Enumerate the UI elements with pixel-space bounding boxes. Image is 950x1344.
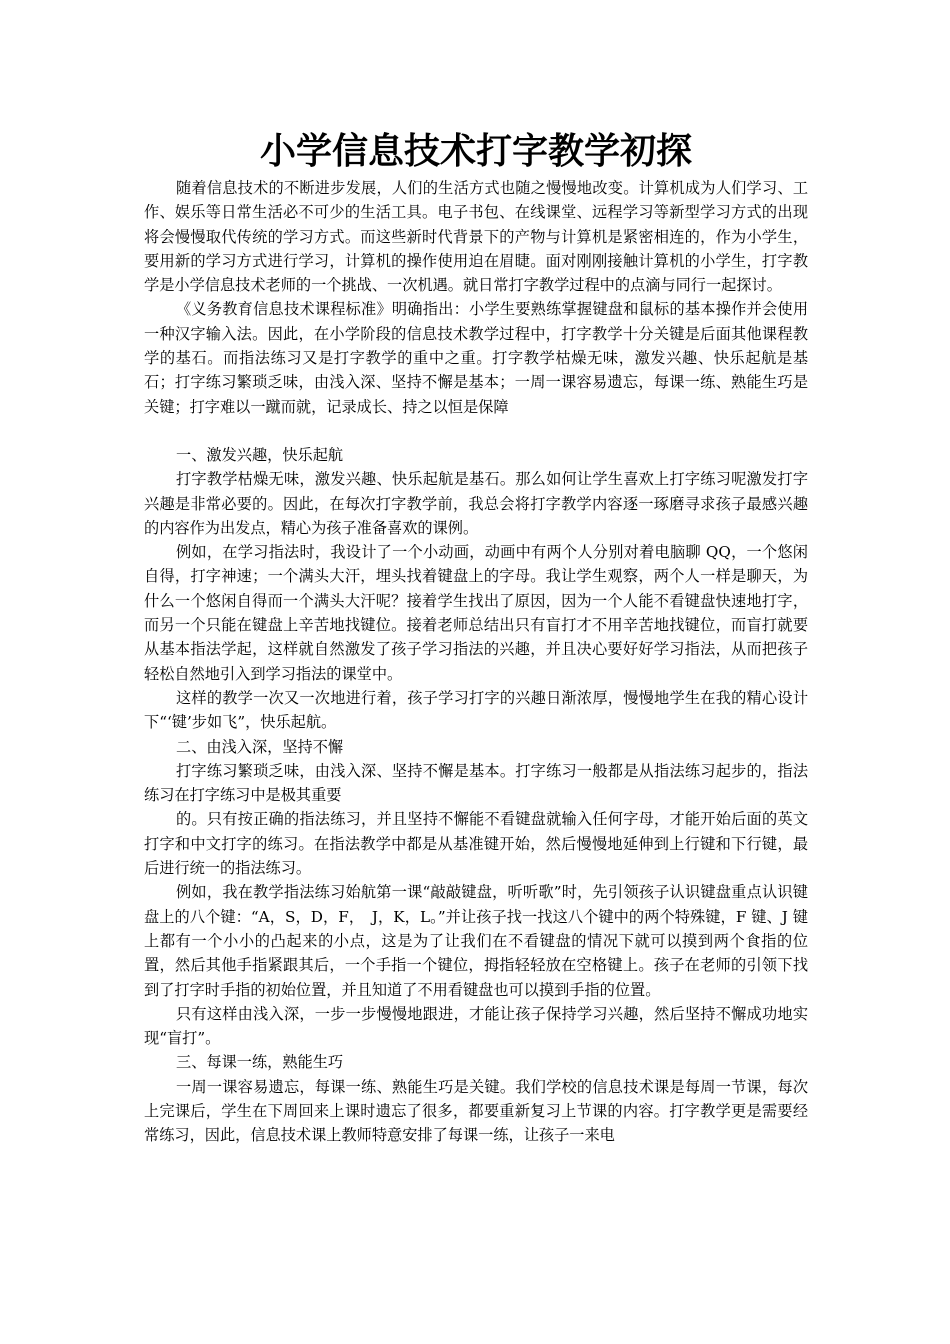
section-heading: 一、激发兴趣，快乐起航 (176, 445, 344, 464)
paragraph: 《义务教育信息技术课程标准》明确指出：小学生要熟练掌握键盘和鼠标的基本操作并会使用一种汉字输入法。因此，在小学阶段的信息技术教学过程中，打字教学十分关键是后面其他课程教学的基石。而指法练习又是打字教学的重中之重。打字教学枯燥无味，激发兴趣、快乐起航是基石；打字练习繁琐乏味，由浅入深、坚持不懈是基本；一周一课容易遗忘，每课一练、熟能生巧是关键；打字难以一蹴而就，记录成长、持之以恒是保障 (144, 300, 808, 416)
paragraph: 例如，我在教学指法练习始航第一课“敲敲键盘，听听歌”时，先引领孩子认识键盘重点认识键盘上的八个键：“A，S，D，F， J，K，L。”并让孩子找一找这八个键中的两个特殊键，F 键、J 键上都有一个小小的凸起来的小点，这是为了让我们在不看键盘的情况下就可以摸到两个食指的位置，然后其他手指紧跟其后，一个手指一个键位，拇指轻轻放在空格键上。孩子在老师的引领下找到了打字时手指的初始位置，并且知道了不用看键盘也可以摸到手指的位置。 (144, 883, 808, 999)
blank-line (144, 419, 808, 443)
paragraph: 只有这样由浅入深，一步一步慢慢地跟进，才能让孩子保持学习兴趣，然后坚持不懈成功地实现“盲打”。 (144, 1004, 808, 1048)
paragraph: 打字练习繁琐乏味，由浅入深、坚持不懈是基本。打字练习一般都是从指法练习起步的，指法练习在打字练习中是极其重要 (144, 761, 808, 805)
document-page (144, 128, 808, 1148)
paragraph: 这样的教学一次又一次地进行着，孩子学习打字的兴趣日渐浓厚，慢慢地学生在我的精心设计下“‘键’步如飞”，快乐起航。 (144, 688, 808, 732)
section-heading: 二、由浅入深，坚持不懈 (176, 737, 344, 756)
section-heading: 三、每课一练，熟能生巧 (176, 1053, 344, 1072)
document-title: 小学信息技术打字教学初探 (259, 131, 692, 172)
paragraph: 的。只有按正确的指法练习，并且坚持不懈能不看键盘就输入任何字母，才能开始后面的英文打字和中文打字的练习。在指法教学中都是从基准键开始，然后慢慢地延伸到上行键和下行键，最后进行统一的指法练习。 (144, 810, 808, 878)
paragraph: 打字教学枯燥无味，激发兴趣、快乐起航是基石。那么如何让学生喜欢上打字练习呢激发打字兴趣是非常必要的。因此，在每次打字教学前，我总会将打字教学内容逐一琢磨寻求孩子最感兴趣的内容作为出发点，精心为孩子准备喜欢的课例。 (144, 470, 808, 537)
paragraph: 例如，在学习指法时，我设计了一个小动画，动画中有两个人分别对着电脑聊 QQ，一个悠闲自得，打字神速；一个满头大汗，埋头找着键盘上的字母。我让学生观察，两个人一样是聊天，为什么一个悠闲自得而一个满头大汗呢？接着学生找出了原因，因为一个人能不看键盘快速地打字，而另一个只能在键盘上辛苦地找键位。接着老师总结出只有盲打才不用辛苦地找键位，而盲打就要从基本指法学起，这样就自然激发了孩子学习指法的兴趣，并且决心要好好学习指法，从而把孩子轻松自然地引入到学习指法的课堂中。 (144, 543, 808, 683)
paragraph: 随着信息技术的不断进步发展，人们的生活方式也随之慢慢地改变。计算机成为人们学习、工作、娱乐等日常生活必不可少的生活工具。电子书包、在线课堂、远程学习等新型学习方式的出现将会慢慢取代传统的学习方式。而这些新时代背景下的产物与计算机是紧密相连的，作为小学生，要用新的学习方式进行学习，计算机的操作使用迫在眉睫。面对刚刚接触计算机的小学生，打字教学是小学信息技术老师的一个挑战、一次机遇。就日常打字教学过程中的点滴与同行一起探讨。 (144, 179, 808, 295)
paragraph: 一周一课容易遗忘，每课一练、熟能生巧是关键。我们学校的信息技术课是每周一节课，每次上完课后，学生在下周回来上课时遗忘了很多，都要重新复习上节课的内容。打字教学更是需要经常练习，因此，信息技术课上教师特意安排了每课一练，让孩子一来电 (144, 1077, 808, 1145)
